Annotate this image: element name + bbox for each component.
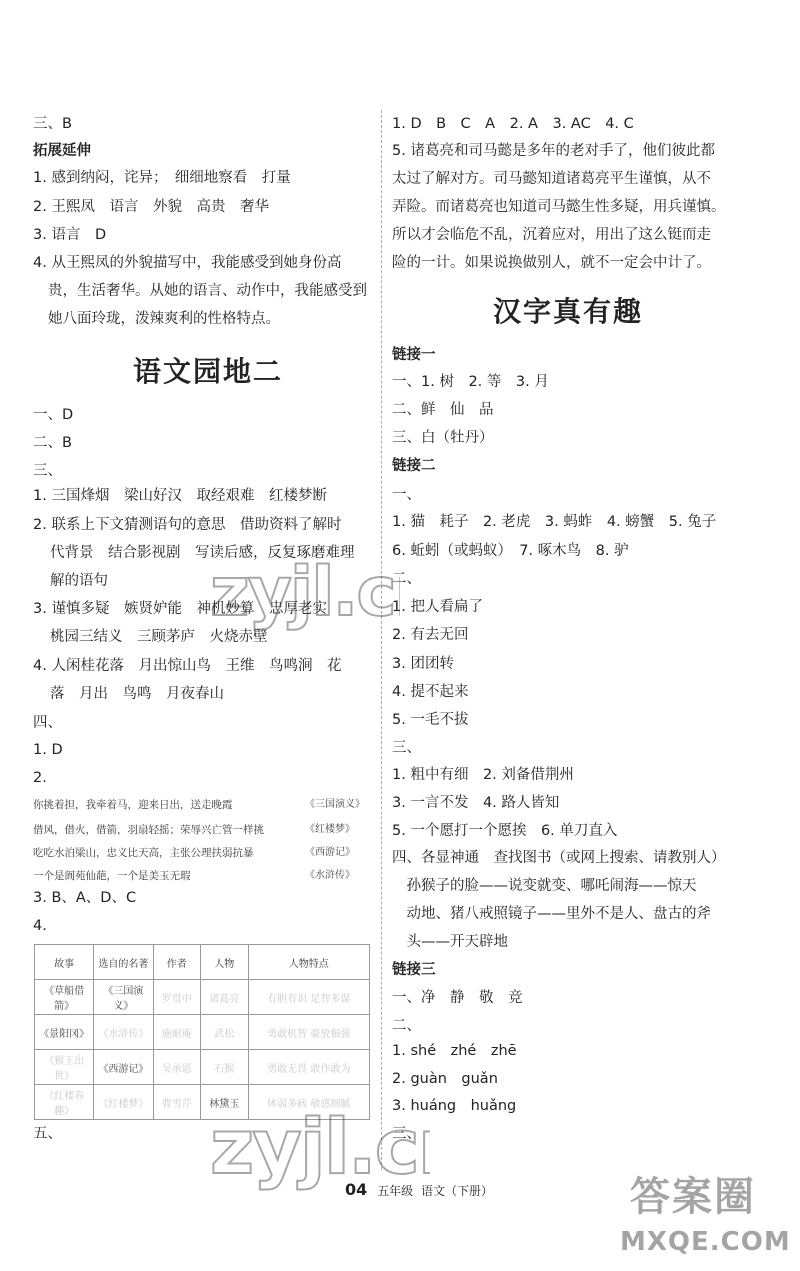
answer-four-3: 3. B、A、D、C — [33, 890, 137, 906]
watermark-text-lower: zyjl.c — [210, 1102, 418, 1191]
watermark-logo — [210, 545, 400, 651]
stamp-line2: MXQE.COM — [620, 1227, 791, 1257]
left-top-line-4: 2. 王熙凤 语言 外貌 高贵 奢华 — [33, 199, 269, 215]
table-cell: 曹雪芹 — [153, 1085, 200, 1120]
right-line-15: 三、 — [392, 740, 421, 756]
left-mid-line-10: 4. 人闲桂花落 月出惊山鸟 王维 鸟鸣涧 花 — [33, 658, 342, 674]
left-mid-line-3: 三、 — [33, 463, 62, 479]
right-line-28: 3. huáng huǎng — [392, 1098, 517, 1114]
right-line-1: 链接一 — [392, 347, 436, 363]
right-top-line-5: 所以才会临危不乱，沉着应对，用出了这么铤而走 — [392, 227, 711, 243]
left-mid-line-8: 3. 谨慎多疑 嫉贤妒能 神机妙算 忠厚老实 — [33, 601, 327, 617]
right-top-line-1: 1. D B C A 2. A 3. AC 4. C — [392, 116, 634, 132]
table-header-cell: 人物 — [201, 945, 248, 980]
left-top-line-2: 拓展延伸 — [33, 143, 91, 159]
table-cell: 《西游记》 — [94, 1050, 153, 1085]
table-header-cell: 选自的名著 — [94, 945, 153, 980]
table-header-cell: 故事 — [35, 945, 94, 980]
table-cell: 武松 — [201, 1015, 248, 1050]
right-line-21: 动地、猪八戒照镜子——里外不是人、盘古的斧 — [392, 906, 711, 922]
answer-four-4: 4. — [33, 918, 47, 934]
match-left-item-3: 吃吃水泊梁山，忠义比天高，主张公理扶弱抗暴 — [33, 847, 254, 859]
right-line-29: 三、 — [392, 1126, 421, 1142]
right-line-8: 6. 蚯蚓（或蚂蚁） 7. 啄木鸟 8. 驴 — [392, 543, 629, 559]
table-cell: 勇敢无畏 敢作敢为 — [248, 1050, 370, 1085]
right-line-22: 头——开天辟地 — [392, 934, 508, 950]
right-line-27: 2. guàn guǎn — [392, 1071, 498, 1087]
table-cell: 《三国演义》 — [94, 980, 153, 1015]
table-cell: 石猴 — [201, 1050, 248, 1085]
match-left-item-4: 一个是阆苑仙葩，一个是美玉无瑕 — [33, 870, 191, 882]
stamp-line1: 答案圈 — [630, 1174, 756, 1220]
table-cell: 诸葛亮 — [201, 980, 248, 1015]
match-right-book-2: 《红楼梦》 — [305, 824, 355, 835]
left-mid-line-5: 2. 联系上下文猜测语句的意思 借助资料了解时 — [33, 517, 342, 533]
right-line-5: 链接二 — [392, 458, 436, 474]
right-line-9: 二、 — [392, 571, 421, 587]
table-cell: 《水浒传》 — [94, 1015, 153, 1050]
table-cell: 吴承恩 — [153, 1050, 200, 1085]
right-line-16: 1. 粗中有细 2. 刘备借荆州 — [392, 767, 574, 783]
left-top-line-5: 3. 语言 D — [33, 227, 107, 243]
right-line-14: 5. 一毛不拔 — [392, 712, 469, 728]
left-mid-line-1: 一、D — [33, 407, 74, 423]
section-heading-hanzi-zhen-youqu: 汉字真有趣 — [493, 295, 644, 328]
right-line-3: 二、鲜 仙 品 — [392, 402, 494, 418]
match-left-item-2: 借风，借火，借箭，羽扇轻摇；荣辱兴亡管一样挑 — [33, 824, 264, 836]
page-footer — [345, 1180, 493, 1199]
right-line-10: 1. 把人看扁了 — [392, 599, 483, 615]
table-header-row — [35, 945, 370, 980]
left-mid-line-9: 桃园三结义 三顾茅庐 火烧赤壁 — [50, 629, 268, 645]
table-cell: 罗贯中 — [153, 980, 200, 1015]
right-line-11: 2. 有去无回 — [392, 627, 469, 643]
left-top-line-1: 三、B — [33, 116, 72, 132]
left-mid-line-12: 四、 — [33, 715, 62, 731]
left-mid-line-11: 落 月出 鸟鸣 月夜春山 — [50, 686, 224, 702]
right-top-line-4: 弄险。而诸葛亮也知道司马懿生性多疑，用兵谨慎。 — [392, 199, 726, 215]
right-line-7: 1. 猫 耗子 2. 老虎 3. 蚂蚱 4. 螃蟹 5. 兔子 — [392, 514, 717, 530]
left-mid-line-13: 1. D — [33, 742, 63, 758]
left-top-line-8: 她八面玲珑，泼辣爽利的性格特点。 — [48, 311, 280, 327]
right-line-19: 四、各显神通 查找图书（或网上搜索、请教别人） — [392, 850, 726, 866]
match-right-book-4: 《水浒传》 — [305, 870, 355, 881]
table-cell: 施耐庵 — [153, 1015, 200, 1050]
right-line-6: 一、 — [392, 487, 421, 503]
table-cell: 《红楼梦》 — [94, 1085, 153, 1120]
novel-characters-table — [34, 944, 370, 1120]
left-mid-line-14: 2. — [33, 770, 47, 786]
left-mid-line-4: 1. 三国烽烟 梁山好汉 取经艰难 红楼梦断 — [33, 488, 327, 504]
table-cell: 《红楼春趣》 — [35, 1085, 94, 1120]
right-line-25: 二、 — [392, 1018, 421, 1034]
right-line-26: 1. shé zhé zhē — [392, 1043, 517, 1059]
table-cell: 勇敢机智 豪放倔强 — [248, 1015, 370, 1050]
right-line-13: 4. 提不起来 — [392, 684, 469, 700]
match-right-book-3: 《西游记》 — [305, 847, 355, 858]
footer-grade: 五年级 — [377, 1184, 414, 1198]
table-cell: 《景阳冈》 — [35, 1015, 94, 1050]
match-left-item-1: 你挑着担，我牵着马，迎来日出，送走晚霞 — [33, 799, 233, 811]
answer-five: 五、 — [33, 1126, 62, 1142]
table-cell: 《草船借箭》 — [35, 980, 94, 1015]
left-mid-line-2: 二、B — [33, 435, 72, 451]
table-row — [35, 1050, 370, 1085]
site-stamp-logo — [620, 1165, 790, 1265]
left-top-line-6: 4. 从王熙凤的外貌描写中，我能感受到她身份高 — [33, 255, 342, 271]
right-top-line-6: 险的一计。如果说换做别人，就不一定会中计了。 — [392, 255, 711, 271]
match-right-book-1: 《三国演义》 — [305, 799, 365, 810]
table-cell: 《猴王出世》 — [35, 1050, 94, 1085]
left-mid-line-6: 代背景 结合影视剧 写读后感，反复琢磨难理 — [50, 545, 355, 561]
right-line-18: 5. 一个愿打一个愿挨 6. 单刀直入 — [392, 823, 618, 839]
right-line-2: 一、1. 树 2. 等 3. 月 — [392, 374, 549, 390]
table-cell: 林黛玉 — [201, 1085, 248, 1120]
table-header-cell: 人物特点 — [248, 945, 370, 980]
table-cell: 体弱多病 敏感细腻 — [248, 1085, 370, 1120]
right-top-line-2: 5. 诸葛亮和司马懿是多年的老对手了，他们彼此都 — [392, 143, 715, 159]
table-row — [35, 1015, 370, 1050]
right-line-4: 三、白（牡丹） — [392, 430, 494, 446]
right-line-23: 链接三 — [392, 962, 436, 978]
left-top-line-3: 1. 感到纳闷，诧异； 细细地察看 打量 — [33, 170, 291, 186]
section-heading-yuwen-yuandi-er: 语文园地二 — [133, 355, 284, 388]
left-mid-line-7: 解的语句 — [50, 573, 108, 589]
right-line-20: 孙猴子的脸——说变就变、哪吒闹海——惊天 — [392, 878, 697, 894]
right-line-24: 一、净 静 敬 竞 — [392, 990, 523, 1006]
table-header-cell: 作者 — [153, 945, 200, 980]
right-top-line-3: 太过了解对方。司马懿知道诸葛亮平生谨慎，从不 — [392, 171, 711, 187]
table-row — [35, 980, 370, 1015]
left-top-line-7: 贵，生活奢华。从她的语言、动作中，我能感受到 — [48, 283, 367, 299]
watermark-text: zyjl.c — [210, 553, 395, 632]
page-number: 04 — [345, 1180, 368, 1199]
right-line-12: 3. 团团转 — [392, 656, 454, 672]
table-cell: 有胆有识 足智多谋 — [248, 980, 370, 1015]
watermark-logo-graphic — [210, 545, 400, 635]
footer-subject: 语文（下册） — [420, 1184, 493, 1198]
right-line-17: 3. 一言不发 4. 路人皆知 — [392, 795, 560, 811]
